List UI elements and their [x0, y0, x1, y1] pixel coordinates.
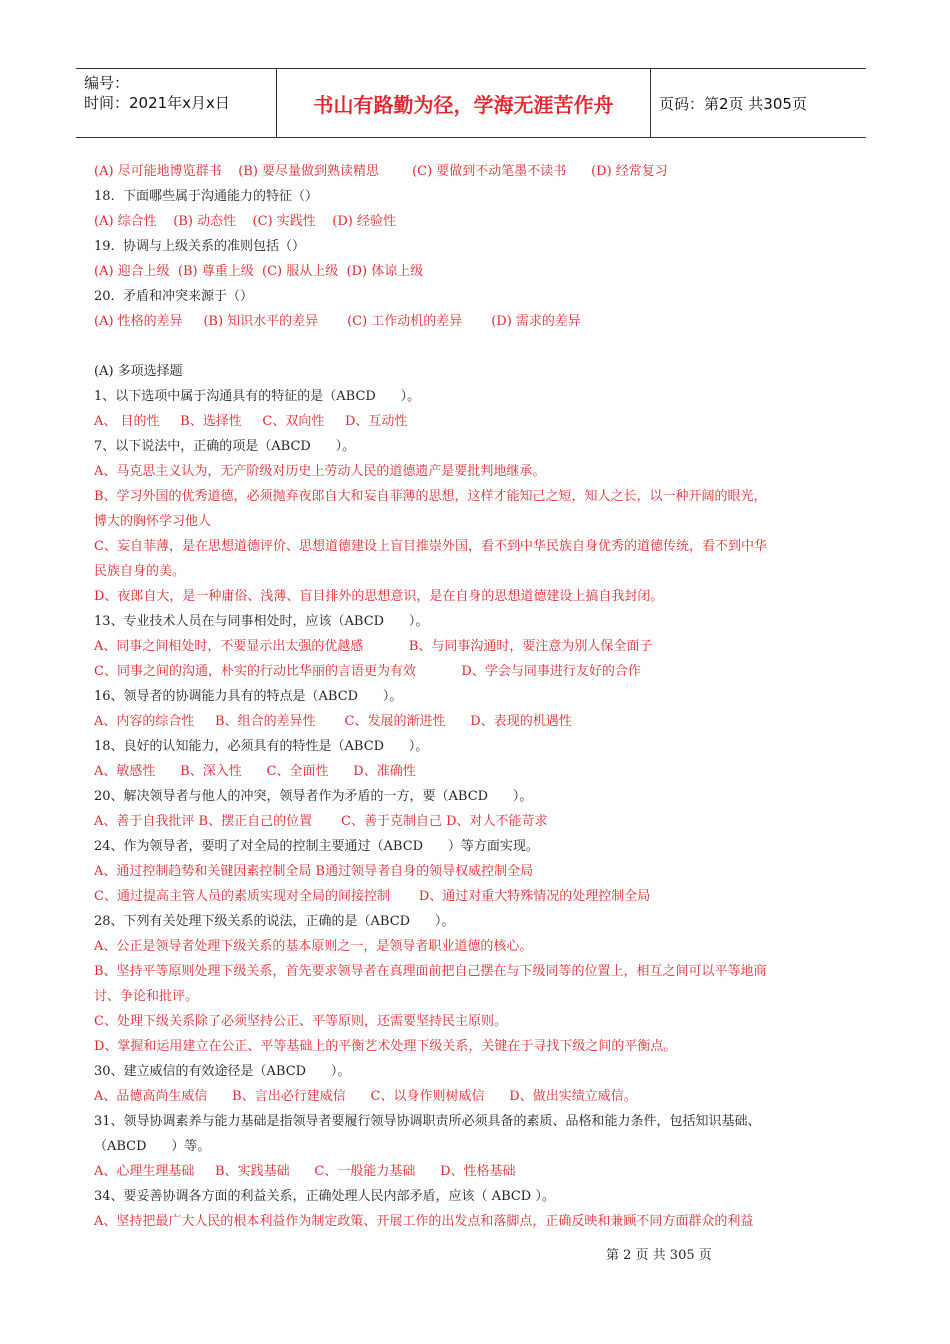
answer-line: C、通过提高主管人员的素质实现对全局的间接控制 D、通过对重大特殊情况的处理控制全局	[94, 889, 651, 904]
question-line: 20、解决领导者与他人的冲突，领导者作为矛盾的一方，要（ABCD ）。	[94, 789, 533, 804]
answer-line: A、内容的综合性 B、组合的差异性 C、发展的渐进性 D、表现的机遇性	[94, 714, 572, 729]
header-page-label: 页码：第2页 共305页	[659, 94, 807, 113]
question-line: 13、专业技术人员在与同事相处时，应该（ABCD ）。	[94, 614, 429, 629]
answer-line: C、同事之间的沟通，朴实的行动比华丽的言语更为有效 D、学会与同事进行友好的合作	[94, 664, 641, 679]
answer-line: A、公正是领导者处理下级关系的基本原则之一，是领导者职业道德的核心。	[94, 939, 533, 954]
page-header	[76, 68, 866, 138]
answer-line: B、学习外国的优秀道德，必须抛弃夜郎自大和妄自菲薄的思想，这样才能知己之短，知人之长，以一种开阔的眼光，	[94, 489, 767, 504]
question-line: 28、下列有关处理下级关系的说法，正确的是（ABCD ）。	[94, 914, 455, 929]
answer-line: A、 目的性 B、选择性 C、双向性 D、互动性	[94, 414, 408, 429]
question-line: （ABCD ）等。	[94, 1139, 211, 1154]
number-label: 编号：	[84, 74, 130, 92]
answer-line: (A) 性格的差异 (B) 知识水平的差异 (C) 工作动机的差异 (D) 需求的差异	[94, 314, 581, 329]
question-line: 18、良好的认知能力，必须具有的特性是（ABCD ）。	[94, 739, 429, 754]
answer-line: B、坚持平等原则处理下级关系，首先要求领导者在真理面前把自己摆在与下级同等的位置上，相互之间可以平等地商	[94, 964, 767, 979]
answer-line: C、妄自菲薄，是在思想道德评价、思想道德建设上盲目推崇外国，看不到中华民族自身优秀的道德传统，看不到中华	[94, 539, 767, 554]
page-footer: 第 2 页 共 305 页	[606, 1248, 712, 1263]
question-line: 24、作为领导者，要明了对全局的控制主要通过（ABCD ）等方面实现。	[94, 839, 539, 854]
question-line: 20. 矛盾和冲突来源于（）	[94, 289, 253, 304]
answer-line: A、马克思主义认为，无产阶级对历史上劳动人民的道德遗产是要批判地继承。	[94, 464, 546, 479]
answer-line: A、坚持把最广大人民的根本利益作为制定政策、开展工作的出发点和落脚点，正确反映和兼顾不同方面群众的利益	[94, 1214, 754, 1229]
answer-line: A、敏感性 B、深入性 C、全面性 D、准确性	[94, 764, 416, 779]
answer-line: 博大的胸怀学习他人	[94, 514, 212, 529]
question-line: 7、以下说法中，正确的项是（ABCD ）。	[94, 439, 356, 454]
answer-line: D、夜郎自大，是一种庸俗、浅薄、盲目排外的思想意识，是在自身的思想道德建设上搞自我封闭。	[94, 589, 664, 604]
answer-line: A、品德高尚生威信 B、言出必行建威信 C、以身作则树威信 D、做出实绩立威信。	[94, 1089, 637, 1104]
question-line: 18. 下面哪些属于沟通能力的特征（）	[94, 189, 318, 204]
question-line: 30、建立威信的有效途径是（ABCD ）。	[94, 1064, 351, 1079]
answer-line: 讨、争论和批评。	[94, 989, 199, 1004]
question-line: 34、要妥善协调各方面的利益关系，正确处理人民内部矛盾，应该（ ABCD ）。	[94, 1189, 555, 1204]
time-label: 时间：2021年x月x日	[84, 94, 230, 112]
answer-line: C、处理下级关系除了必须坚持公正、平等原则，还需要坚持民主原则。	[94, 1014, 507, 1029]
header-motto: 书山有路勤为径，学海无涯苦作舟	[277, 69, 651, 137]
answer-line: A、通过控制趋势和关键因素控制全局 B通过领导者自身的领导权威控制全局	[94, 864, 534, 879]
question-line: (A) 多项选择题	[94, 364, 183, 379]
question-line: 16、领导者的协调能力具有的特点是（ABCD ）。	[94, 689, 403, 704]
answer-line: 民族自身的美。	[94, 564, 186, 579]
answer-line: (A) 尽可能地博览群书 (B) 要尽量做到熟读精思 (C) 要做到不动笔墨不读书 (D) 经常复习	[94, 164, 668, 179]
header-meta	[76, 69, 277, 137]
question-line: 31、领导协调素养与能力基础是指领导者要履行领导协调职责所必须具备的素质、品格和能力条件，包括知识基础、	[94, 1114, 761, 1129]
answer-line: A、心理生理基础 B、实践基础 C、一般能力基础 D、性格基础	[94, 1164, 516, 1179]
blank-line	[94, 334, 854, 359]
document-body	[94, 159, 854, 1234]
answer-line: (A) 综合性 (B) 动态性 (C) 实践性 (D) 经验性	[94, 214, 397, 229]
answer-line: A、同事之间相处时，不要显示出太强的优越感 B、与同事沟通时，要注意为别人保全面子	[94, 639, 653, 654]
answer-line: (A) 迎合上级 (B) 尊重上级 (C) 服从上级 (D) 体谅上级	[94, 264, 424, 279]
answer-line: A、善于自我批评 B、摆正自己的位置 C、善于克制自己 D、对人不能苛求	[94, 814, 548, 829]
question-line: 19. 协调与上级关系的准则包括（）	[94, 239, 305, 254]
answer-line: D、掌握和运用建立在公正、平等基础上的平衡艺术处理下级关系，关键在于寻找下级之间的平衡点。	[94, 1039, 677, 1054]
question-line: 1、以下选项中属于沟通具有的特征的是（ABCD ）。	[94, 389, 421, 404]
